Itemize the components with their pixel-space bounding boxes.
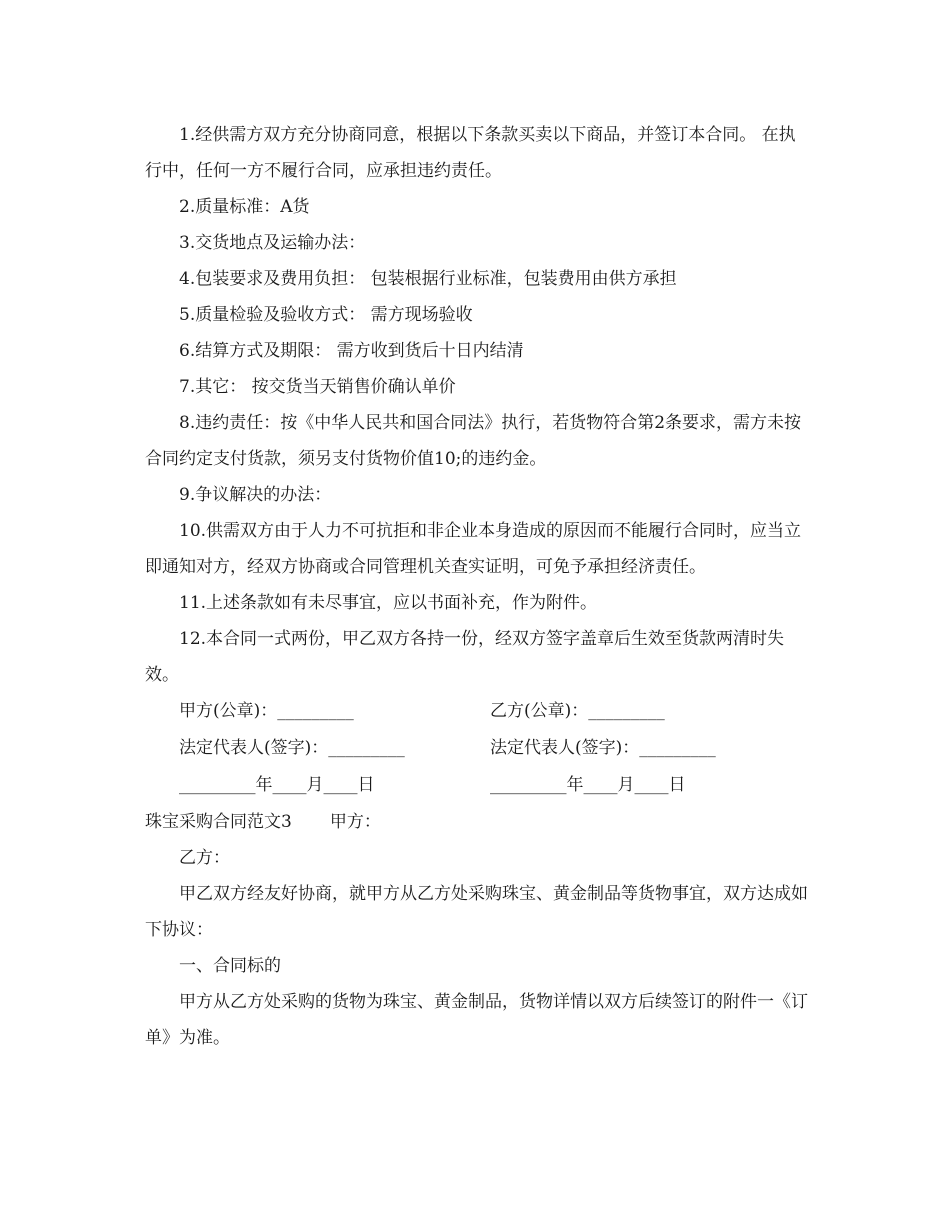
- clause-10: 10.供需双方由于人力不可抗拒和非企业本身造成的原因而不能履行合同时，应当立即通知对方，经双方协商或合同管理机关查实证明，可免予承担经济责任。: [145, 521, 802, 577]
- party-b-rep-line: 法定代表人(签字)：_________: [490, 738, 716, 758]
- clause-6: 6.结算方式及期限： 需方收到货后十日内结清: [179, 341, 524, 361]
- party-a-seal-line: 甲方(公章)：_________: [179, 701, 354, 721]
- signature-row-rep: [145, 730, 810, 767]
- signature-row-seal: [145, 693, 810, 730]
- section3-title: 珠宝采购合同范文3: [145, 812, 292, 832]
- party-a-date-line: _________年____月____日: [179, 775, 375, 795]
- section3-heading-1: 一、合同标的: [179, 956, 281, 976]
- clause-4: 4.包装要求及费用负担： 包装根据行业标准，包装费用由供方承担: [179, 269, 677, 289]
- clause-12: 12.本合同一式两份，甲乙双方各持一份，经双方签字盖章后生效至货款两清时失效。: [145, 629, 785, 685]
- party-b-date-line: _________年____月____日: [490, 775, 686, 795]
- section3-body-1: 甲方从乙方处采购的货物为珠宝、黄金制品，货物详情以双方后续签订的附件一《订单》为准。: [145, 992, 808, 1048]
- section3-title-row: [145, 804, 810, 840]
- clause-9: 9.争议解决的办法：: [179, 485, 332, 505]
- section3-intro: 甲乙双方经友好协商，就甲方从乙方处采购珠宝、黄金制品等货物事宜，双方达成如下协议：: [145, 884, 808, 940]
- section3-party-b: 乙方：: [179, 848, 230, 868]
- clause-11: 11.上述条款如有未尽事宜，应以书面补充，作为附件。: [179, 593, 598, 613]
- party-a-rep-line: 法定代表人(签字)：_________: [179, 738, 405, 758]
- clause-3: 3.交货地点及运输办法：: [179, 233, 366, 253]
- signature-row-date: [145, 767, 810, 804]
- party-b-seal-line: 乙方(公章)：_________: [490, 701, 665, 721]
- clause-1: 1.经供需方双方充分协商同意，根据以下条款买卖以下商品，并签订本合同。 在执行中，任何一方不履行合同，应承担违约责任。: [145, 125, 796, 181]
- document-body: [145, 117, 810, 1056]
- clause-7: 7.其它： 按交货当天销售价确认单价: [179, 377, 456, 397]
- clause-2: 2.质量标准：A货: [179, 197, 310, 217]
- clause-8: 8.违约责任：按《中华人民共和国合同法》执行，若货物符合第2条要求，需方未按合同约定支付货款，须另支付货物价值10;的违约金。: [145, 413, 802, 469]
- section3-party-a: 甲方：: [329, 812, 381, 832]
- clause-5: 5.质量检验及验收方式： 需方现场验收: [179, 305, 473, 325]
